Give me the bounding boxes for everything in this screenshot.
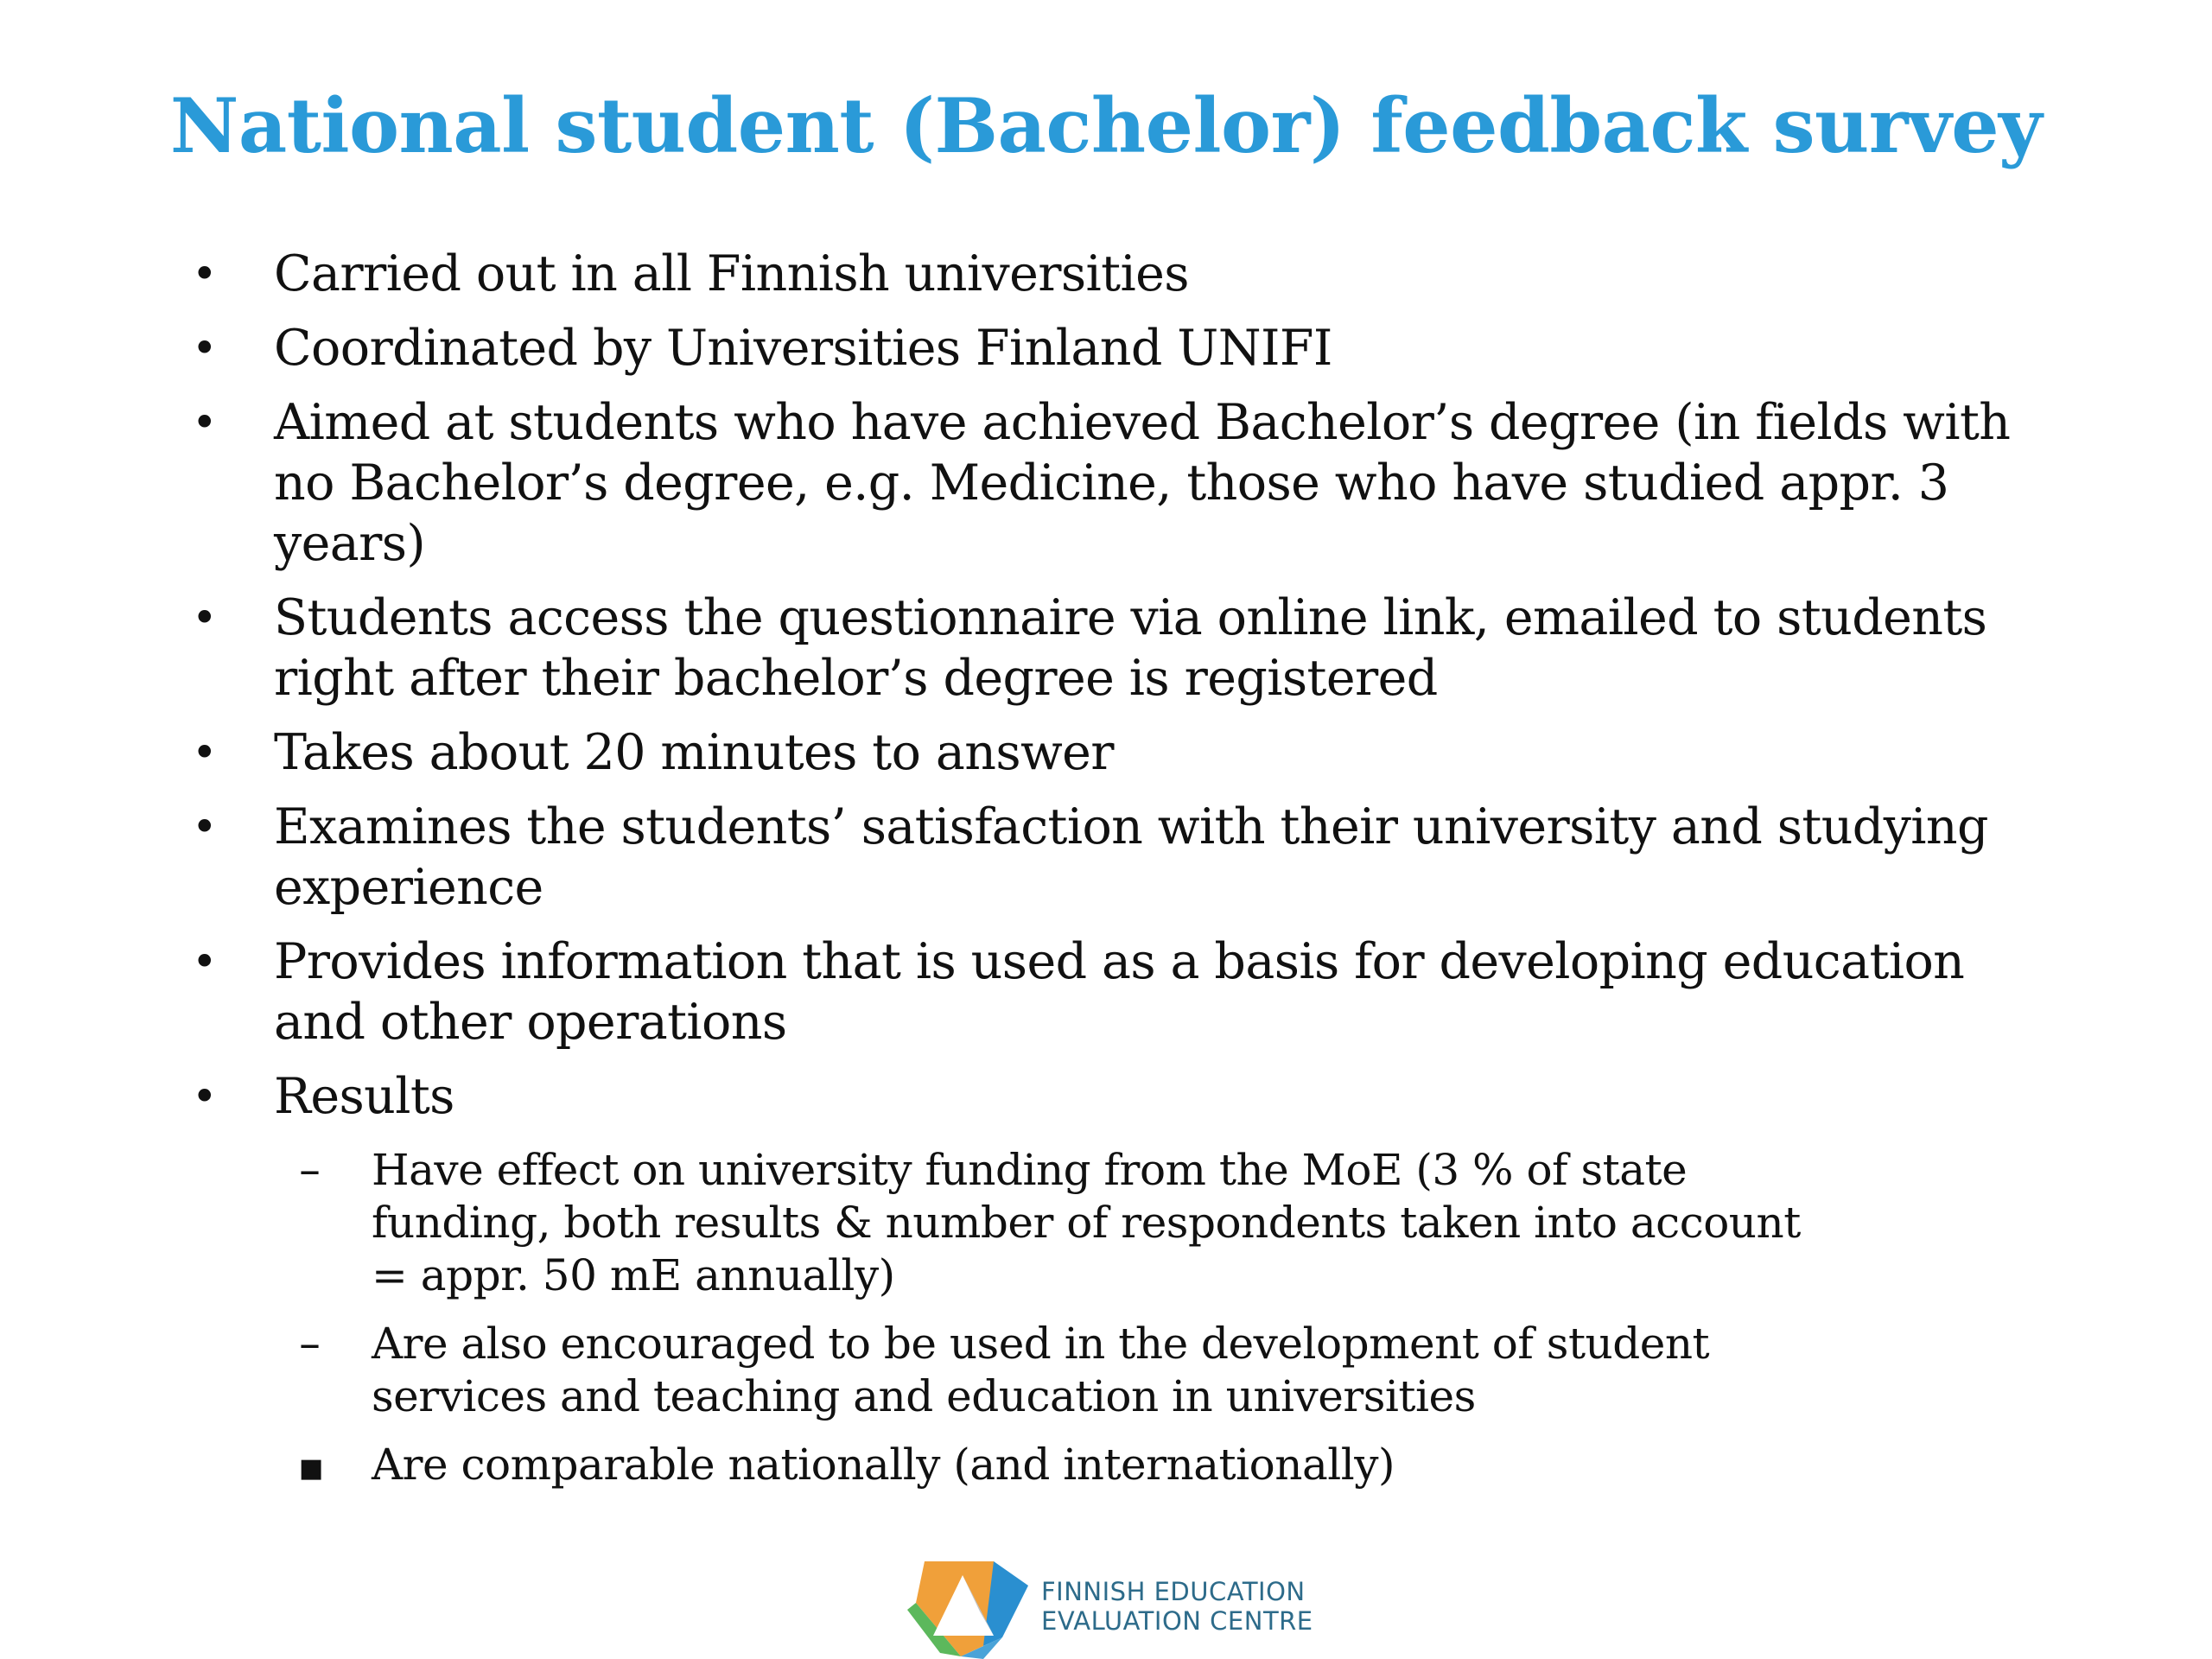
logo-text-line1: FINNISH EDUCATION — [1041, 1577, 1306, 1606]
square-marker: ■ — [299, 1453, 323, 1484]
bullet-text: Coordinated by Universities Finland UNIFI — [274, 320, 1332, 377]
bullet-text: Aimed at students who have achieved Bachelor’s degree (in fields with no Bachelor’s degree, e.g. Medicine, those who have studied appr. 3 years) — [274, 394, 2011, 572]
sub-bullet-item — [0, 1144, 2039, 1302]
bullet-item — [0, 722, 2212, 783]
bullet-item — [0, 392, 2212, 574]
bullet-item — [0, 588, 2212, 709]
bullet-item — [0, 931, 2212, 1052]
bullet-text: Provides information that is used as a basis for developing education and other operations — [274, 933, 1965, 1051]
bullet-text: Examines the students’ satisfaction with their university and studying experience — [274, 798, 1988, 916]
sub-bullet-text: Are also encouraged to be used in the development of student services and teaching and education in universities — [372, 1319, 1710, 1421]
triangle-logo-icon — [907, 1551, 1028, 1659]
organization-logo — [907, 1551, 1357, 1659]
slide-title: National student (Bachelor) feedback survey — [169, 81, 2043, 170]
bullet-marker: • — [192, 728, 217, 778]
bullet-item-results — [0, 1066, 2212, 1491]
sub-bullet-text: Have effect on university funding from the MoE (3 % of state funding, both results & number of respondents taken into account = appr. 50 mE annually) — [372, 1145, 1801, 1300]
bullet-item — [0, 797, 2212, 918]
bullet-marker: • — [192, 397, 217, 448]
dash-marker: – — [299, 1319, 321, 1369]
sub-bullet-item — [0, 1439, 2039, 1491]
logo-text — [1041, 1577, 1313, 1636]
bullet-marker: • — [192, 249, 217, 299]
bullet-text: Results — [274, 1068, 454, 1125]
bullet-item — [0, 318, 2212, 378]
bullet-list — [0, 244, 2212, 1507]
bullet-item — [0, 244, 2212, 304]
bullet-marker: • — [192, 802, 217, 852]
bullet-marker: • — [192, 1071, 217, 1122]
bullet-text: Carried out in all Finnish universities — [274, 245, 1189, 302]
bullet-marker: • — [192, 323, 217, 373]
bullet-marker: • — [192, 593, 217, 643]
sub-bullet-item — [0, 1318, 2039, 1423]
sub-bullet-list — [274, 1144, 2039, 1491]
sub-bullet-text: Are comparable nationally (and internationally) — [372, 1440, 1395, 1490]
bullet-text: Students access the questionnaire via online link, emailed to students right after their bachelor’s degree is registered — [274, 589, 1987, 707]
logo-text-line2: EVALUATION CENTRE — [1041, 1606, 1313, 1636]
bullet-marker: • — [192, 937, 217, 987]
dash-marker: – — [299, 1145, 321, 1195]
bullet-text: Takes about 20 minutes to answer — [274, 724, 1114, 781]
